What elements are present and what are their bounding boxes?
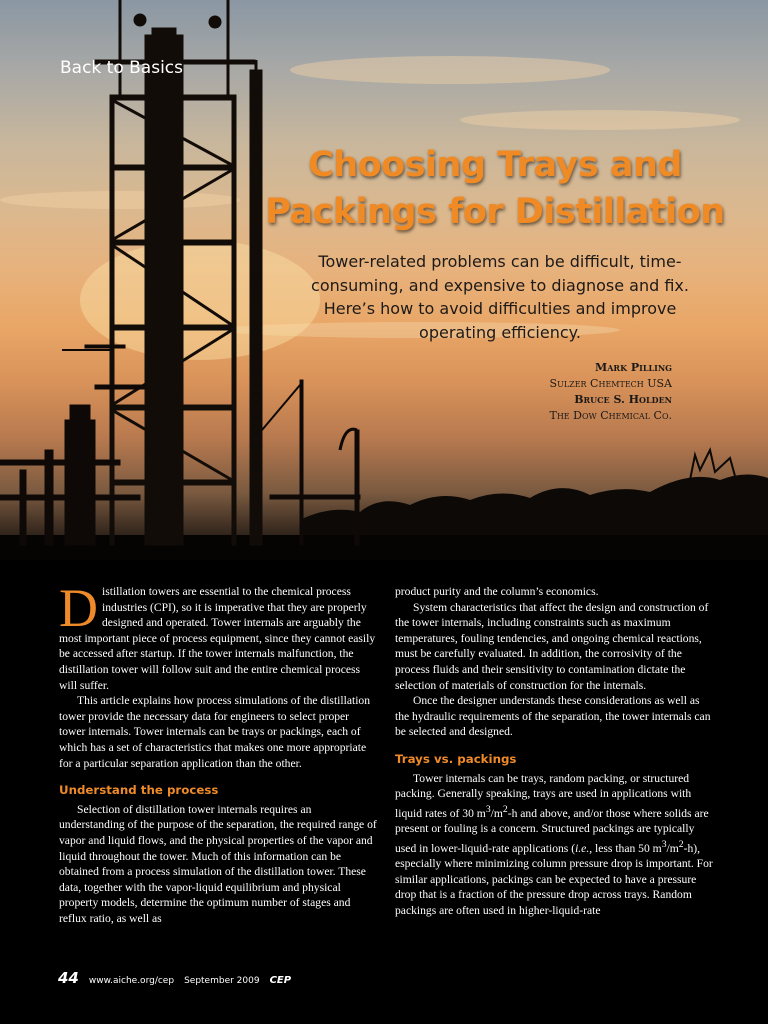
drop-cap: D [59, 578, 98, 638]
title-line-2: Packings for Distillation [265, 192, 725, 232]
article-deck: Tower-related problems can be difficult, time-consuming, and expensive to diagnose and fix. Here’s how to avoid difficulties and improve operating efficiency. [311, 252, 689, 342]
body-paragraph: Distillation towers are essential to the chemical process industries (CPI), so it is imperative that they are properly designed and operated. Tower internals are arguably the most important piece of process equipment, since they cannot easily be accessed after startup. If the tower internals malfunction, the distillation tower will follow suit and the entire chemical process will suffer. [59, 578, 376, 692]
journal-name: CEP [269, 975, 292, 986]
author-name: Bruce S. Holden [574, 393, 672, 406]
article-title [260, 142, 730, 236]
body-paragraph: product purity and the column’s economics. [395, 585, 599, 598]
author-name: Mark Pilling [595, 361, 672, 374]
page-number: 44 [58, 969, 79, 987]
body-paragraph: System characteristics that affect the design and construction of the tower internals, including constraints such as maximum temperatures, fouling tendencies, and ongoing chemical reactions, must be carefully evaluated. In addition, the corrosivity of the process fluids and their sensitivity to contamination dictate the selection of materials of construction for the internals. [395, 600, 709, 692]
footer-date: September 2009 [184, 976, 260, 986]
section-heading: Trays vs. packings [395, 751, 517, 766]
body-paragraph: Tower internals can be trays, random packing, or structured packing. Generally speaking, trays are used in applications with liquid rates of 30 $m^3/m^2-h$ and above, and/or those where solids are present or fouling is a concern. Structured packings are typically used in lower-liquid-rate applications (i.e., less than 50 $m^3/m^2-h$), especially where minimizing column pressure drop is important. For similar applications, packings can be expected to have a pressure drop that is a fraction of the pressure drop across trays. Random packings are often used in higher-liquid-rate [395, 771, 713, 917]
author-affiliation: The Dow Chemical Co. [549, 409, 672, 422]
title-line-1: Choosing Trays and [308, 145, 682, 185]
body-column-right [395, 584, 713, 919]
body-column-left [59, 578, 377, 926]
byline [549, 360, 672, 424]
body-paragraph: Once the designer understands these considerations as well as the hydraulic requirements of the separation, the tower internals can be selected and designed. [395, 694, 711, 739]
section-kicker: Back to Basics [60, 58, 184, 78]
body-paragraph: Selection of distillation tower internals requires an understanding of the purpose of the separation, the required range of vapor and liquid flows, and the physical properties of the vapor and liquid throughout the tower. Much of this information can be obtained from a process simulation of the distillation tower. These data, together with the vapor-liquid equilibrium and physical property models, determine the optimum number of stages and reflux ratio, as well as [59, 802, 377, 925]
author-affiliation: Sulzer Chemtech USA [549, 377, 672, 390]
body-paragraph: This article explains how process simulations of the distillation tower provide the necessary data for engineers to select proper tower internals. Tower internals can be trays or packings, each of which has a set of characteristics that makes one more appropriate for a particular separation application than the other. [59, 694, 371, 770]
footer-url: www.aiche.org/cep [88, 976, 175, 986]
page-footer [58, 969, 291, 987]
section-heading: Understand the process [59, 783, 219, 798]
